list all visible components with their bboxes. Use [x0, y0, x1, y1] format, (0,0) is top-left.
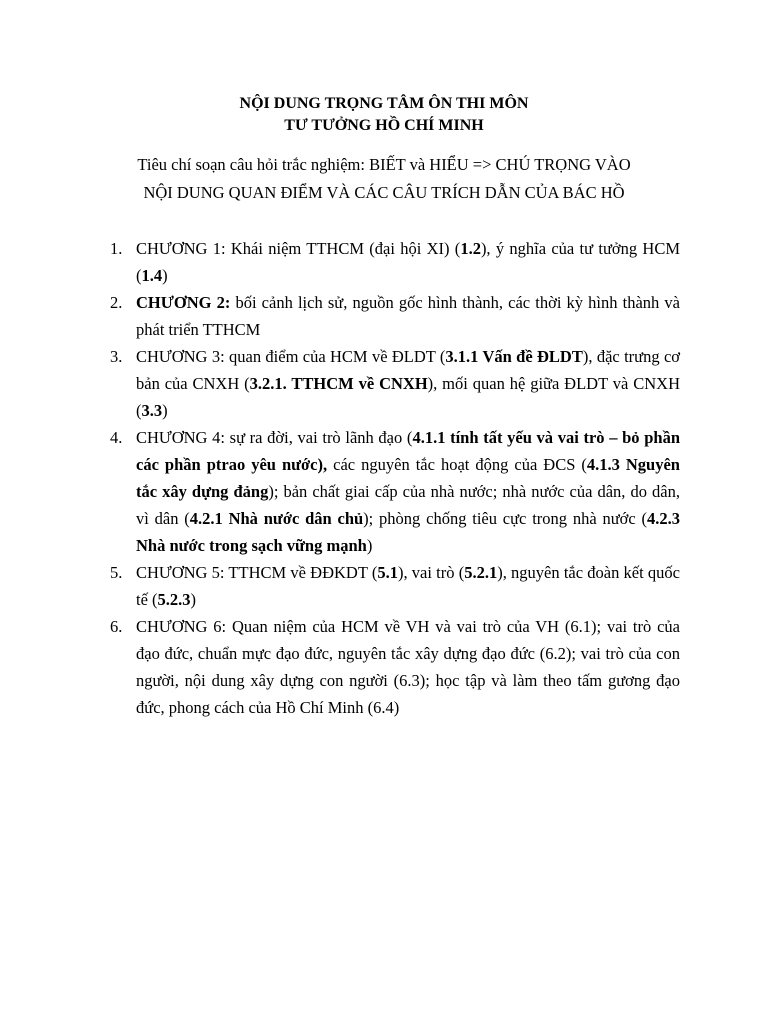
document-title-line-1: NỘI DUNG TRỌNG TÂM ÔN THI MÔN [239, 95, 529, 112]
item-text: CHƯƠNG 4: sự ra đời, vai trò lãnh đạo (4.1.1 tính tất yếu và vai trò – bỏ phần các phần ptrao yêu nước), các nguyên tắc hoạt động của ĐCS (4.1.3 Nguyên tắc xây dựng đảng); bản chất giai cấp của nhà nước; nhà nước của dân, do dân, vì dân (4.2.1 Nhà nước dân chủ); phòng chống tiêu cực trong nhà nước (4.2.3 Nhà nước trong sạch vững mạnh) [136, 428, 681, 555]
item-text: CHƯƠNG 5: TTHCM về ĐĐKDT (5.1), vai trò (5.2.1), nguyên tắc đoàn kết quốc tế (5.2.3) [136, 563, 680, 609]
item-text: CHƯƠNG 2: bối cảnh lịch sử, nguồn gốc hình thành, các thời kỳ hình thành và phát triển TTHCM [136, 293, 680, 339]
list-number: 2. [110, 293, 123, 312]
chapter-item-3 [100, 343, 680, 424]
list-number: 3. [110, 347, 123, 366]
chapter-list [100, 235, 680, 721]
chapter-item-2 [100, 289, 680, 343]
item-text: CHƯƠNG 6: Quan niệm của HCM về VH và vai trò của VH (6.1); vai trò của đạo đức, chuẩn mực đạo đức, nguyên tắc xây dựng đạo đức (6.2); vai trò của con người, nội dung xây dựng con người (6.3); học tập và làm theo tấm gương đạo đức, phong cách của Hồ Chí Minh (6.4) [136, 617, 680, 717]
chapter-item-1 [100, 235, 680, 289]
list-number: 6. [110, 617, 123, 636]
subtitle-line-1: Tiêu chí soạn câu hỏi trắc nghiệm: BIẾT và HIỂU => CHÚ TRỌNG VÀO [137, 155, 631, 174]
subtitle-line-2: NỘI DUNG QUAN ĐIỂM VÀ CÁC CÂU TRÍCH DẪN CỦA BÁC HỒ [143, 183, 625, 202]
list-number: 5. [110, 563, 123, 582]
chapter-item-6 [100, 613, 680, 721]
list-number: 1. [110, 239, 123, 258]
document-title-line-2: TƯ TƯỞNG HỒ CHÍ MINH [284, 117, 484, 134]
chapter-item-4 [100, 424, 680, 559]
list-number: 4. [110, 428, 123, 447]
chapter-item-5 [100, 559, 680, 613]
item-text: CHƯƠNG 1: Khái niệm TTHCM (đại hội XI) (1.2), ý nghĩa của tư tưởng HCM (1.4) [136, 239, 680, 285]
item-text: CHƯƠNG 3: quan điểm của HCM về ĐLDT (3.1.1 Vấn đề ĐLDT), đặc trưng cơ bản của CNXH (3.2.1. TTHCM về CNXH), mối quan hệ giữa ĐLDT và CNXH (3.3) [136, 347, 680, 420]
